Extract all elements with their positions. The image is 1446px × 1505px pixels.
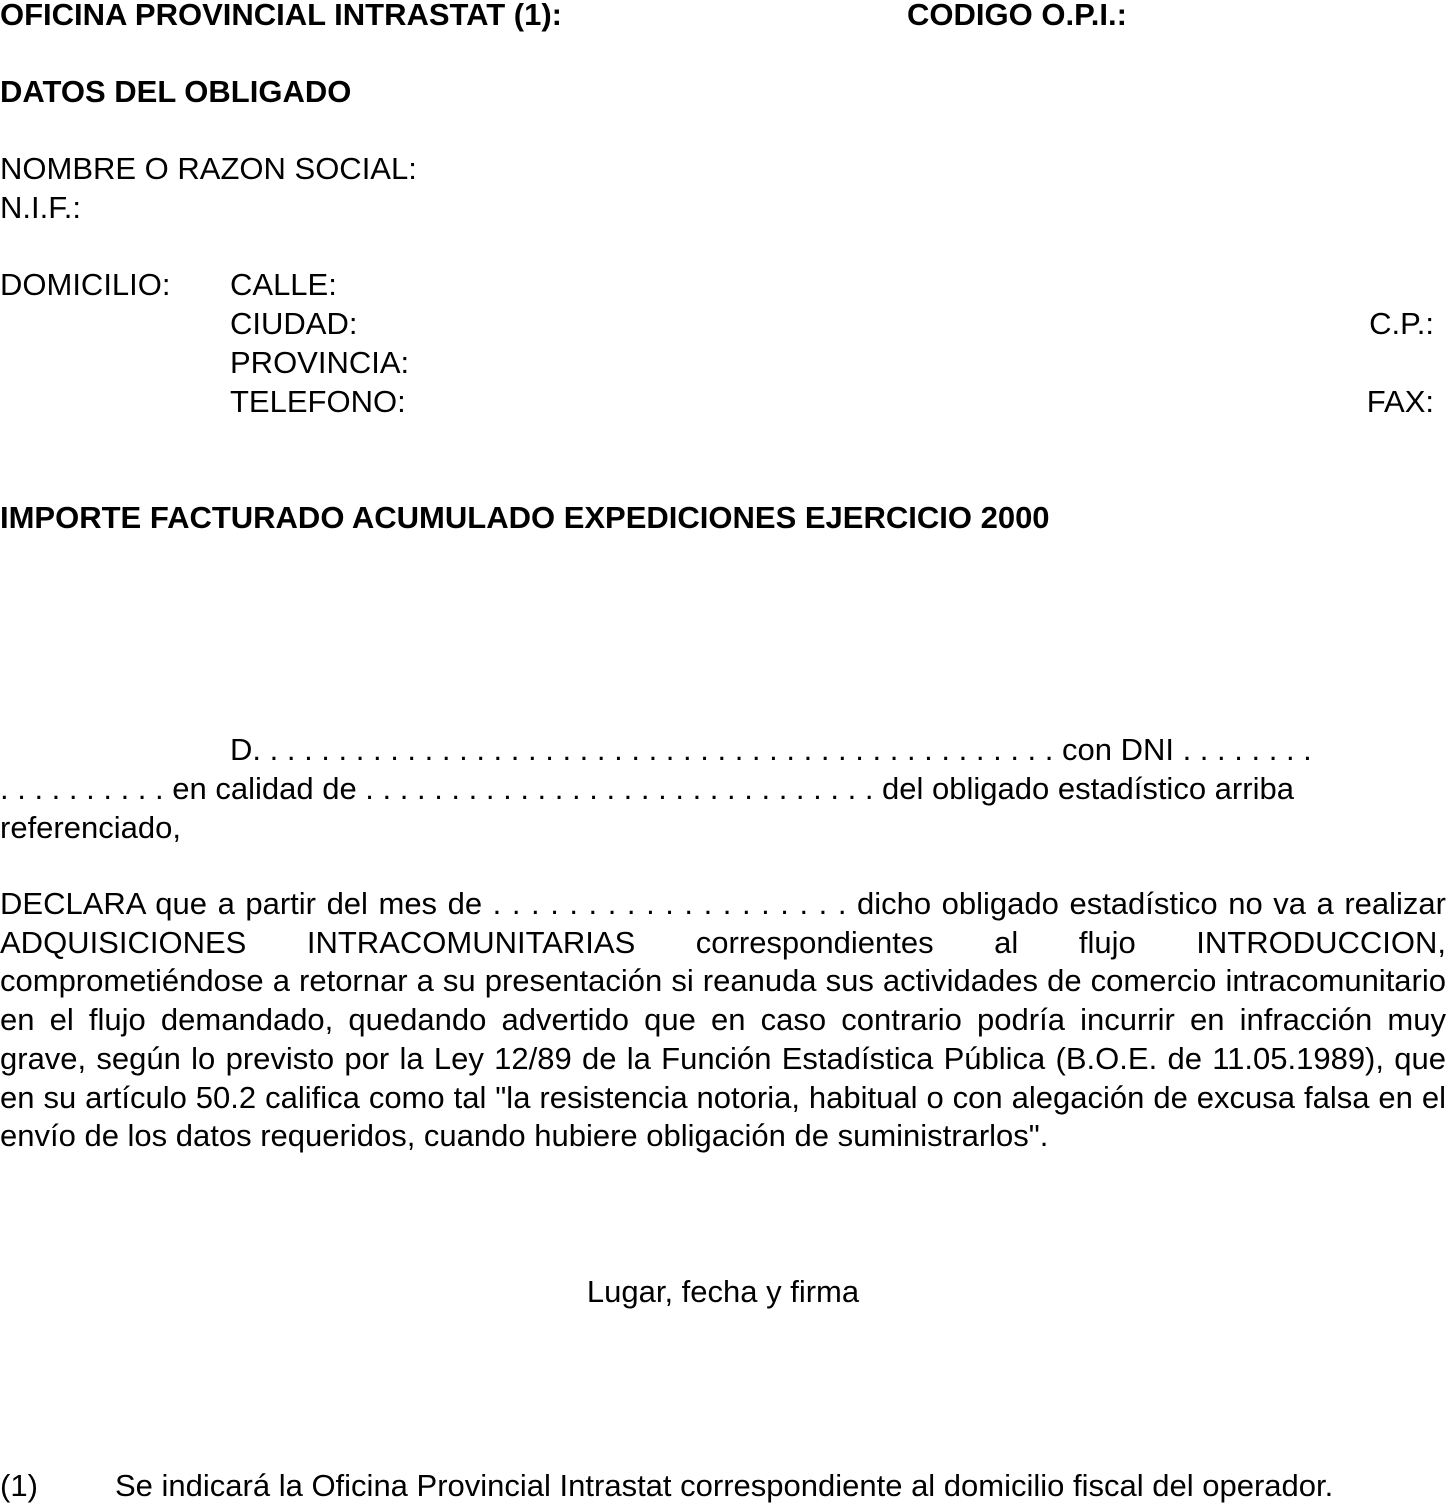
declara-paragraph: DECLARA que a partir del mes de . . . . . . . . . . . . . . . . . . . dicho obligado estadístico no va a realizar ADQUISICIONES INTRACOMUNITARIAS correspondientes al flujo INTRODUCCION, comprometiéndose a retornar a su presentación si reanuda sus actividades de comercio intracomunitario en el flujo demandado, quedando advertido que en caso contrario podría incurrir en infracción muy grave, según lo previsto por la Ley 12/89 de la Función Estadística Pública (B.O.E. de 11.05.1989), que en su artículo 50.2 califica como tal "la resistencia notoria, habitual o con alegación de excusa falsa en el envío de los datos requeridos, cuando hubiere obligación de suministrarlos". <box>0 886 1446 1154</box>
calidad-line: . . . . . . . . . . en calidad de . . . . . . . . . . . . . . . . . . . . . . . . . . . . . . del obligado estadístico arriba <box>0 771 1294 806</box>
ciudad-label: CIUDAD: <box>230 306 358 341</box>
footnote-marker: (1) <box>0 1468 38 1503</box>
firma-label: Lugar, fecha y firma <box>586 1274 860 1309</box>
domicilio-label: DOMICILIO: <box>0 267 171 302</box>
datos-title: DATOS DEL OBLIGADO <box>0 74 352 109</box>
nif-label: N.I.F.: <box>0 190 81 225</box>
importe-title: IMPORTE FACTURADO ACUMULADO EXPEDICIONES EJERCICIO 2000 <box>0 500 1050 535</box>
codigo-opi-label: CODIGO O.P.I.: <box>907 0 1127 32</box>
referenciado-line: referenciado, <box>0 810 181 845</box>
nombre-label: NOMBRE O RAZON SOCIAL: <box>0 151 417 186</box>
telefono-label: TELEFONO: <box>230 384 406 419</box>
fax-label: FAX: <box>1366 384 1434 419</box>
provincia-label: PROVINCIA: <box>230 345 410 380</box>
footnote-text: Se indicará la Oficina Provincial Intrastat correspondiente al domicilio fiscal del operador. <box>115 1468 1334 1503</box>
oficina-label: OFICINA PROVINCIAL INTRASTAT (1): <box>0 0 562 32</box>
calle-label: CALLE: <box>230 267 337 302</box>
declarante-line: D. . . . . . . . . . . . . . . . . . . . . . . . . . . . . . . . . . . . . . . . . . . . . . . con DNI . . . . . . . . <box>230 732 1312 767</box>
cp-label: C.P.: <box>1369 306 1434 341</box>
